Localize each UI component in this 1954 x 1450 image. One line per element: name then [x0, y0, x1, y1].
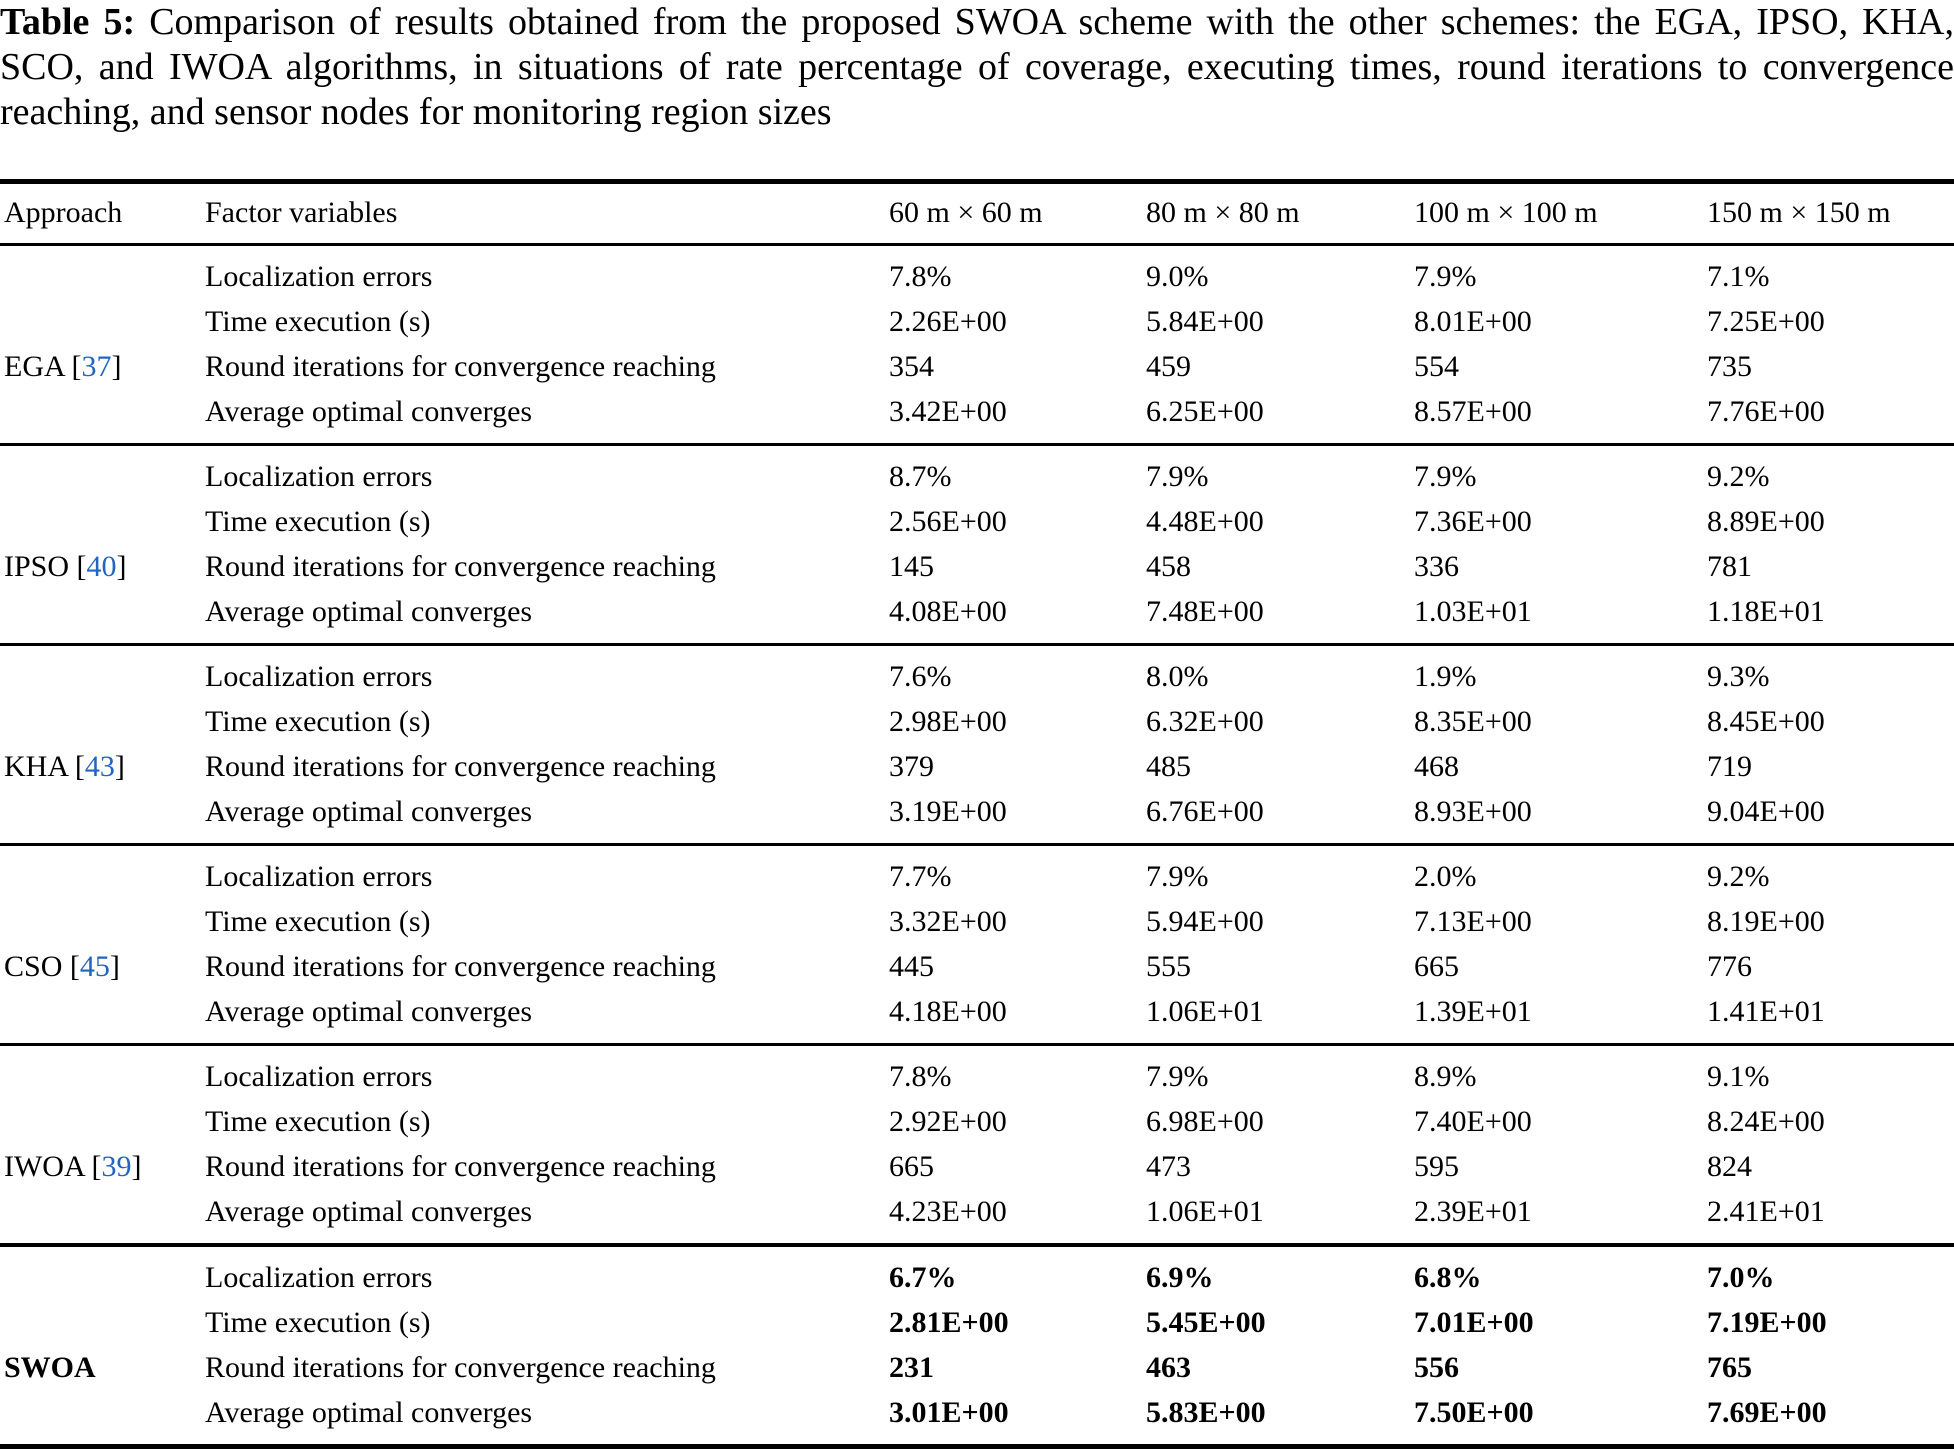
- value-cell: 1.06E+01: [1146, 995, 1264, 1028]
- value-cell: 7.19E+00: [1707, 1306, 1827, 1339]
- table-row: [0, 900, 1954, 945]
- factor-label: Round iterations for convergence reaching: [205, 350, 716, 383]
- approach-cell: [0, 1391, 205, 1447]
- approach-cell: [0, 445, 205, 501]
- factor-label: Average optimal converges: [205, 995, 533, 1028]
- value-cell: 336: [1414, 550, 1459, 583]
- value-cell: 6.25E+00: [1146, 395, 1264, 428]
- value-cell: 1.18E+01: [1707, 595, 1825, 628]
- header-factor-variables: Factor variables: [205, 182, 889, 245]
- factor-label: Time execution (s): [205, 905, 431, 938]
- value-cell: 665: [889, 1150, 934, 1183]
- value-cell: 8.0%: [1146, 660, 1209, 693]
- factor-label: Round iterations for convergence reaching: [205, 950, 716, 983]
- factor-label: Time execution (s): [205, 305, 431, 338]
- value-cell: 4.23E+00: [889, 1195, 1007, 1228]
- value-cell: 4.08E+00: [889, 595, 1007, 628]
- factor-label: Localization errors: [205, 660, 433, 693]
- approach-cell: [0, 545, 205, 590]
- approach-cell: [0, 1301, 205, 1346]
- group-cso: [0, 845, 1954, 1045]
- value-cell: 3.01E+00: [889, 1396, 1009, 1429]
- value-cell: 379: [889, 750, 934, 783]
- citation-close-bracket: ]: [116, 550, 127, 583]
- value-cell: 458: [1146, 550, 1191, 583]
- header-60m: 60 m × 60 m: [889, 182, 1146, 245]
- factor-label: Average optimal converges: [205, 395, 533, 428]
- value-cell: 7.9%: [1146, 860, 1209, 893]
- approach-label: IPSO: [4, 550, 70, 583]
- value-cell: 6.32E+00: [1146, 705, 1264, 738]
- approach-label: SWOA: [4, 1351, 96, 1384]
- value-cell: 1.39E+01: [1414, 995, 1532, 1028]
- value-cell: 8.89E+00: [1707, 505, 1825, 538]
- table-row: [0, 345, 1954, 390]
- value-cell: 6.9%: [1146, 1261, 1214, 1294]
- table-row: [0, 590, 1954, 645]
- header-80m: 80 m × 80 m: [1146, 182, 1414, 245]
- table-header: [0, 182, 1954, 245]
- approach-cell: [0, 500, 205, 545]
- approach-cell: [0, 245, 205, 301]
- value-cell: 3.19E+00: [889, 795, 1007, 828]
- approach-cell: [0, 345, 205, 390]
- approach-label: EGA: [4, 350, 64, 383]
- value-cell: 7.69E+00: [1707, 1396, 1827, 1429]
- approach-cell: [0, 790, 205, 845]
- table-row: [0, 1245, 1954, 1301]
- comparison-table: [0, 179, 1954, 1449]
- value-cell: 145: [889, 550, 934, 583]
- value-cell: 2.98E+00: [889, 705, 1007, 738]
- value-cell: 468: [1414, 750, 1459, 783]
- value-cell: 1.9%: [1414, 660, 1477, 693]
- approach-cell: [0, 390, 205, 445]
- value-cell: 9.1%: [1707, 1060, 1770, 1093]
- table-row: [0, 1045, 1954, 1101]
- factor-label: Average optimal converges: [205, 595, 533, 628]
- citation-link[interactable]: 39: [101, 1150, 132, 1183]
- table-caption: [0, 0, 1954, 135]
- table-row: [0, 745, 1954, 790]
- header-row: [0, 182, 1954, 245]
- approach-cell: [0, 1190, 205, 1245]
- factor-label: Round iterations for convergence reaching: [205, 550, 716, 583]
- table-row: [0, 990, 1954, 1045]
- group-iwoa: [0, 1045, 1954, 1246]
- value-cell: 9.2%: [1707, 860, 1770, 893]
- value-cell: 7.9%: [1146, 1060, 1209, 1093]
- value-cell: 3.42E+00: [889, 395, 1007, 428]
- factor-label: Localization errors: [205, 260, 433, 293]
- factor-label: Average optimal converges: [205, 1396, 533, 1429]
- value-cell: 2.39E+01: [1414, 1195, 1532, 1228]
- citation-open-bracket: [: [69, 550, 87, 583]
- approach-cell: [0, 745, 205, 790]
- value-cell: 8.93E+00: [1414, 795, 1532, 828]
- value-cell: 3.32E+00: [889, 905, 1007, 938]
- value-cell: 7.9%: [1414, 460, 1477, 493]
- value-cell: 7.6%: [889, 660, 952, 693]
- factor-label: Localization errors: [205, 460, 433, 493]
- table-row: [0, 1346, 1954, 1391]
- table-row: [0, 445, 1954, 501]
- value-cell: 595: [1414, 1150, 1459, 1183]
- factor-label: Round iterations for convergence reaching: [205, 1351, 716, 1384]
- value-cell: 1.41E+01: [1707, 995, 1825, 1028]
- header-150m: 150 m × 150 m: [1707, 182, 1954, 245]
- header-100m: 100 m × 100 m: [1414, 182, 1707, 245]
- value-cell: 6.76E+00: [1146, 795, 1264, 828]
- factor-label: Round iterations for convergence reaching: [205, 750, 716, 783]
- value-cell: 5.83E+00: [1146, 1396, 1266, 1429]
- factor-label: Time execution (s): [205, 1306, 431, 1339]
- table-row: [0, 245, 1954, 301]
- value-cell: 231: [889, 1351, 934, 1384]
- approach-cell: [0, 900, 205, 945]
- value-cell: 7.9%: [1146, 460, 1209, 493]
- approach-cell: [0, 1245, 205, 1301]
- group-swoa: [0, 1245, 1954, 1447]
- value-cell: 9.3%: [1707, 660, 1770, 693]
- table-row: [0, 545, 1954, 590]
- table-row: [0, 300, 1954, 345]
- approach-cell: [0, 990, 205, 1045]
- approach-cell: [0, 590, 205, 645]
- approach-cell: [0, 845, 205, 901]
- value-cell: 8.7%: [889, 460, 952, 493]
- table-row: [0, 1100, 1954, 1145]
- value-cell: 765: [1707, 1351, 1752, 1384]
- value-cell: 5.94E+00: [1146, 905, 1264, 938]
- value-cell: 719: [1707, 750, 1752, 783]
- citation-close-bracket: ]: [109, 950, 120, 983]
- value-cell: 7.13E+00: [1414, 905, 1532, 938]
- citation-open-bracket: [: [64, 350, 82, 383]
- approach-cell: [0, 1045, 205, 1101]
- group-ega: [0, 245, 1954, 445]
- value-cell: 8.45E+00: [1707, 705, 1825, 738]
- table-row: [0, 1301, 1954, 1346]
- value-cell: 554: [1414, 350, 1459, 383]
- value-cell: 4.18E+00: [889, 995, 1007, 1028]
- value-cell: 7.1%: [1707, 260, 1770, 293]
- value-cell: 1.06E+01: [1146, 1195, 1264, 1228]
- factor-label: Average optimal converges: [205, 795, 533, 828]
- factor-label: Time execution (s): [205, 1105, 431, 1138]
- factor-label: Localization errors: [205, 1261, 433, 1294]
- table-row: [0, 1190, 1954, 1245]
- header-approach: Approach: [0, 182, 205, 245]
- table-row: [0, 390, 1954, 445]
- approach-label: KHA: [4, 750, 68, 783]
- value-cell: 459: [1146, 350, 1191, 383]
- value-cell: 4.48E+00: [1146, 505, 1264, 538]
- citation-link[interactable]: 45: [79, 950, 110, 983]
- value-cell: 7.40E+00: [1414, 1105, 1532, 1138]
- value-cell: 556: [1414, 1351, 1459, 1384]
- value-cell: 776: [1707, 950, 1752, 983]
- factor-label: Average optimal converges: [205, 1195, 533, 1228]
- value-cell: 735: [1707, 350, 1752, 383]
- value-cell: 555: [1146, 950, 1191, 983]
- citation-close-bracket: ]: [111, 350, 122, 383]
- value-cell: 6.7%: [889, 1261, 957, 1294]
- factor-label: Time execution (s): [205, 705, 431, 738]
- value-cell: 8.24E+00: [1707, 1105, 1825, 1138]
- value-cell: 824: [1707, 1150, 1752, 1183]
- citation-open-bracket: [: [62, 950, 80, 983]
- value-cell: 8.57E+00: [1414, 395, 1532, 428]
- value-cell: 7.7%: [889, 860, 952, 893]
- table-row: [0, 1391, 1954, 1447]
- table-row: [0, 945, 1954, 990]
- approach-cell: [0, 1346, 205, 1391]
- value-cell: 6.98E+00: [1146, 1105, 1264, 1138]
- value-cell: 665: [1414, 950, 1459, 983]
- value-cell: 7.9%: [1414, 260, 1477, 293]
- value-cell: 9.0%: [1146, 260, 1209, 293]
- value-cell: 2.81E+00: [889, 1306, 1009, 1339]
- value-cell: 5.84E+00: [1146, 305, 1264, 338]
- value-cell: 8.01E+00: [1414, 305, 1532, 338]
- citation-open-bracket: [: [67, 750, 85, 783]
- value-cell: 7.36E+00: [1414, 505, 1532, 538]
- approach-cell: [0, 700, 205, 745]
- approach-cell: [0, 945, 205, 990]
- table-row: [0, 700, 1954, 745]
- value-cell: 445: [889, 950, 934, 983]
- value-cell: 6.8%: [1414, 1261, 1482, 1294]
- citation-link[interactable]: 37: [81, 350, 112, 383]
- approach-cell: [0, 645, 205, 701]
- value-cell: 354: [889, 350, 934, 383]
- approach-label: IWOA: [4, 1150, 84, 1183]
- group-kha: [0, 645, 1954, 845]
- value-cell: 781: [1707, 550, 1752, 583]
- value-cell: 7.50E+00: [1414, 1396, 1534, 1429]
- value-cell: 5.45E+00: [1146, 1306, 1266, 1339]
- value-cell: 7.76E+00: [1707, 395, 1825, 428]
- value-cell: 463: [1146, 1351, 1191, 1384]
- approach-cell: [0, 1145, 205, 1190]
- value-cell: 473: [1146, 1150, 1191, 1183]
- value-cell: 2.41E+01: [1707, 1195, 1825, 1228]
- value-cell: 2.56E+00: [889, 505, 1007, 538]
- table-row: [0, 645, 1954, 701]
- table-row: [0, 500, 1954, 545]
- table-row: [0, 790, 1954, 845]
- approach-label: CSO: [4, 950, 63, 983]
- value-cell: 7.8%: [889, 1060, 952, 1093]
- value-cell: 9.2%: [1707, 460, 1770, 493]
- factor-label: Localization errors: [205, 860, 433, 893]
- value-cell: 2.0%: [1414, 860, 1477, 893]
- citation-close-bracket: ]: [114, 750, 125, 783]
- factor-label: Time execution (s): [205, 505, 431, 538]
- citation-close-bracket: ]: [131, 1150, 142, 1183]
- citation-link[interactable]: 40: [86, 550, 117, 583]
- value-cell: 2.92E+00: [889, 1105, 1007, 1138]
- value-cell: 2.26E+00: [889, 305, 1007, 338]
- citation-link[interactable]: 43: [84, 750, 115, 783]
- table-row: [0, 1145, 1954, 1190]
- value-cell: 7.25E+00: [1707, 305, 1825, 338]
- value-cell: 7.48E+00: [1146, 595, 1264, 628]
- value-cell: 485: [1146, 750, 1191, 783]
- caption-text: Comparison of results obtained from the proposed SWOA scheme with the other schemes: the EGA, IPSO, KHA, SCO, and IWOA algorithms, in situations of rate percentage of coverage, executing times, round iterations to convergence reaching, and sensor nodes for monitoring region sizes: [0, 1, 1954, 133]
- value-cell: 8.35E+00: [1414, 705, 1532, 738]
- value-cell: 1.03E+01: [1414, 595, 1532, 628]
- factor-label: Round iterations for convergence reaching: [205, 1150, 716, 1183]
- value-cell: 7.01E+00: [1414, 1306, 1534, 1339]
- approach-cell: [0, 1100, 205, 1145]
- value-cell: 9.04E+00: [1707, 795, 1825, 828]
- value-cell: 7.8%: [889, 260, 952, 293]
- table-row: [0, 845, 1954, 901]
- caption-label: Table 5:: [0, 1, 136, 43]
- citation-open-bracket: [: [83, 1150, 102, 1183]
- value-cell: 8.9%: [1414, 1060, 1477, 1093]
- approach-cell: [0, 300, 205, 345]
- factor-label: Localization errors: [205, 1060, 433, 1093]
- value-cell: 8.19E+00: [1707, 905, 1825, 938]
- group-ipso: [0, 445, 1954, 645]
- value-cell: 7.0%: [1707, 1261, 1775, 1294]
